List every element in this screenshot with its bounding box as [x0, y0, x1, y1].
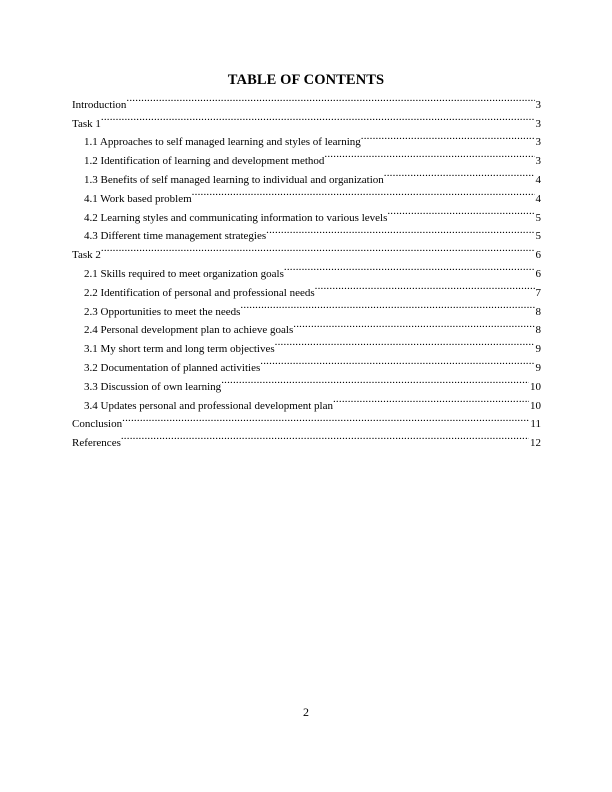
toc-leader-dots — [192, 183, 535, 202]
toc-entry[interactable] — [72, 352, 541, 374]
toc-leader-dots — [324, 145, 534, 164]
toc-entry-label: 2.1 Skills required to meet organization goals — [84, 267, 284, 280]
toc-leader-dots — [275, 333, 535, 352]
toc-entry-label: References — [72, 437, 121, 450]
toc-entry-label: 3.4 Updates personal and professional development plan — [84, 399, 333, 412]
table-of-contents — [72, 89, 541, 450]
page-number: 2 — [303, 705, 309, 719]
toc-entry[interactable] — [72, 371, 541, 393]
toc-entry[interactable] — [72, 390, 541, 412]
toc-leader-dots — [293, 315, 534, 334]
toc-entry-label: Task 1 — [72, 117, 101, 130]
toc-entry-label: 1.3 Benefits of self managed learning to individual and organization — [84, 173, 384, 186]
toc-entry[interactable] — [72, 296, 541, 318]
toc-entry-page: 10 — [529, 397, 541, 416]
toc-entry-label: 4.3 Different time management strategies — [84, 230, 267, 243]
toc-entry[interactable] — [72, 239, 541, 262]
toc-leader-dots — [260, 352, 534, 371]
toc-entry[interactable] — [72, 202, 541, 224]
toc-entry[interactable] — [72, 427, 541, 450]
toc-entry-page: 7 — [535, 284, 542, 303]
toc-entry-page: 5 — [535, 227, 542, 246]
toc-entry-page: 8 — [535, 303, 542, 322]
toc-entry-label: Conclusion — [72, 418, 123, 431]
toc-entry-page: 6 — [535, 246, 542, 265]
toc-entry[interactable] — [72, 183, 541, 205]
toc-entry-page: 12 — [529, 434, 541, 453]
toc-leader-dots — [101, 239, 535, 258]
toc-entry-label: 3.1 My short term and long term objectives — [84, 343, 275, 356]
toc-leader-dots — [384, 164, 535, 183]
toc-entry-label: 4.2 Learning styles and communicating information to various levels — [84, 211, 388, 224]
toc-entry[interactable] — [72, 409, 541, 431]
toc-entry-label: Introduction — [72, 98, 127, 111]
toc-entry-page: 3 — [535, 133, 542, 152]
toc-entry[interactable] — [72, 164, 541, 186]
toc-entry-label: 3.3 Discussion of own learning — [84, 380, 222, 393]
toc-entry-page: 4 — [535, 171, 542, 190]
toc-entry-page: 4 — [535, 190, 542, 209]
toc-entry-label: 2.3 Opportunities to meet the needs — [84, 305, 241, 318]
toc-entry-page: 9 — [535, 359, 542, 378]
toc-leader-dots — [333, 390, 529, 409]
toc-leader-dots — [122, 409, 529, 428]
toc-entry[interactable] — [72, 333, 541, 356]
toc-leader-dots — [387, 202, 534, 221]
toc-leader-dots — [361, 127, 535, 146]
toc-entry[interactable] — [72, 315, 541, 337]
toc-entry-page: 3 — [535, 96, 542, 115]
toc-entry-label: 1.1 Approaches to self managed learning and styles of learning — [84, 136, 361, 149]
toc-entry-page: 10 — [529, 378, 541, 397]
toc-title: TABLE OF CONTENTS — [227, 72, 385, 88]
toc-leader-dots — [126, 89, 534, 108]
toc-entry-label: 3.2 Documentation of planned activities — [84, 361, 261, 374]
toc-entry-label: 4.1 Work based problem — [84, 192, 192, 205]
toc-entry[interactable] — [72, 127, 541, 149]
toc-entry-label: 2.2 Identification of personal and professional needs — [84, 286, 315, 299]
toc-entry[interactable] — [72, 277, 541, 299]
toc-leader-dots — [240, 296, 534, 315]
toc-entry-label: 1.2 Identification of learning and development method — [84, 155, 325, 168]
toc-entry-page: 8 — [535, 321, 542, 340]
toc-entry[interactable] — [72, 89, 541, 111]
toc-entry-page: 3 — [535, 152, 542, 171]
toc-entry-label: 2.4 Personal development plan to achieve goals — [84, 324, 294, 337]
toc-entry-page: 11 — [529, 415, 541, 434]
toc-leader-dots — [284, 258, 535, 277]
toc-leader-dots — [101, 108, 535, 127]
toc-leader-dots — [221, 371, 529, 390]
toc-entry-label: Task 2 — [72, 249, 101, 262]
toc-entry-page: 6 — [535, 265, 542, 284]
toc-entry[interactable] — [72, 258, 541, 280]
toc-entry[interactable] — [72, 221, 541, 243]
toc-leader-dots — [266, 221, 534, 240]
toc-entry-page: 5 — [535, 209, 542, 228]
toc-entry[interactable] — [72, 108, 541, 130]
toc-entry[interactable] — [72, 145, 541, 168]
toc-entry-page: 9 — [535, 340, 542, 359]
toc-leader-dots — [315, 277, 535, 296]
toc-entry-page: 3 — [535, 115, 542, 134]
toc-leader-dots — [121, 427, 529, 446]
